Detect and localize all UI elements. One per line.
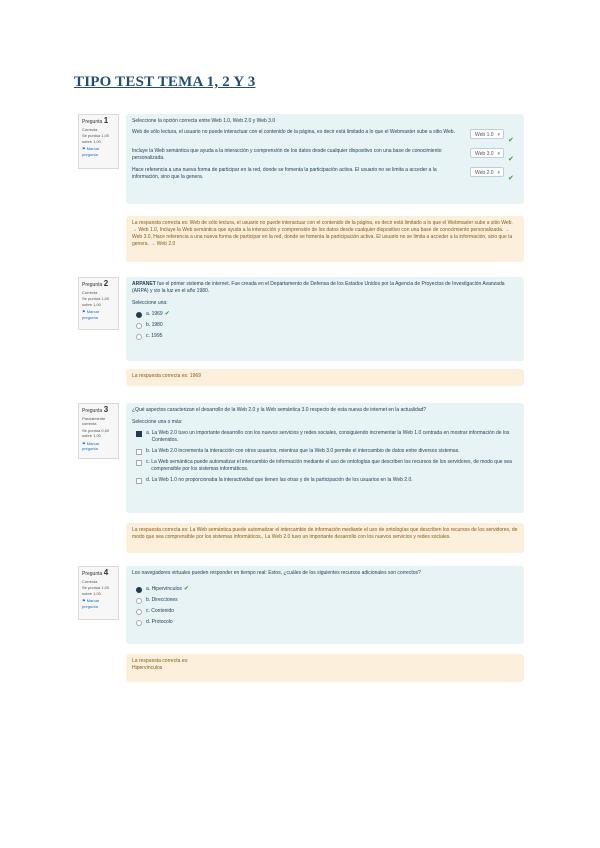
feedback-label: La respuesta correcta es: xyxy=(132,658,189,664)
question-text-2 xyxy=(126,277,524,361)
question-prompt: ARPANET fue el primer sistema de internet. Fue creada en el Departamento de Defensa de los Estados Unidos por la Agencia de Proyectos de Investigación Avanzada (ARPA) y vio la luz en el año 1980. xyxy=(132,281,505,294)
option-b[interactable]: b. La Web 2.0 incrementa la interacción con otros usuarios, mientras que la Web 3.0 permite el intercambio de datos entre diversos sistemas. xyxy=(132,448,518,455)
radio-button[interactable] xyxy=(136,323,142,329)
question-score: Se puntúa 1,00 sobre 1,00 xyxy=(82,296,110,307)
question-status: Correcta xyxy=(82,126,98,132)
option-a[interactable]: a. Hipervínculos ✔ xyxy=(132,586,518,593)
question-status: Correcta xyxy=(82,578,98,584)
feedback-box-3: La respuesta correcta es: La Web semántica puede automatizar el intercambio de información mediante el uso de ontologías que describen los recursos de los servidores, de modo que sea comprensible por los sistemas informáticos., La Web 2.0 tuvo un importante desarrollo con los nuevos servicios y redes sociales. xyxy=(126,523,524,553)
option-d[interactable]: d. Protocolo xyxy=(132,619,518,626)
question-text-1 xyxy=(126,114,524,204)
chevron-down-icon: ▾ xyxy=(497,170,500,176)
question-info-2 xyxy=(78,277,119,330)
match-row: Incluye la Web semántica que ayuda a la interacción y comprensión de los datos desde cualquier dispositivo con una base de conocimiento personalizada. Web 3.0 ▾ ✔ xyxy=(132,148,518,163)
checkbox[interactable] xyxy=(136,460,142,466)
flag-question-link[interactable]: ⚑ Marcar pregunta xyxy=(82,146,100,157)
question-prompt: Seleccione la opción correcta entre Web 1.0, Web 2.0 y Web 3.0 xyxy=(132,118,276,124)
feedback-box-2: La respuesta correcta es: 1969 xyxy=(126,369,524,386)
question-score: Se puntúa 0,50 sobre 1,00 xyxy=(82,427,110,438)
question-number: Pregunta 2 xyxy=(82,279,109,288)
flag-question-link[interactable]: ⚑ Marcar pregunta xyxy=(82,598,100,609)
question-info-1 xyxy=(78,114,119,169)
question-score: Se puntúa 1,00 sobre 1,00 xyxy=(82,133,110,144)
question-text-4 xyxy=(126,566,524,644)
question-prompt: Los navegadores virtuales pueden responder en tiempo real: Estos, ¿cuáles de los siguientes recursos adicionales son correctos? xyxy=(132,570,421,576)
question-prompt: ¿Qué aspectos caracterizan el desarrollo de la Web 2.0 y la Web semántica 3.0 respecto de esta nueva de internet en la actualidad? xyxy=(132,407,427,413)
question-number: Pregunta 4 xyxy=(82,568,109,577)
question-score: Se puntúa 1,00 sobre 1,00 xyxy=(82,585,110,596)
radio-button[interactable] xyxy=(136,620,142,626)
option-a[interactable]: a. 1969 ✔ xyxy=(132,311,518,318)
radio-button[interactable] xyxy=(136,312,142,318)
question-info-4 xyxy=(78,566,119,620)
question-number: Pregunta 1 xyxy=(82,116,109,125)
check-icon: ✔ xyxy=(164,311,170,317)
checkbox[interactable] xyxy=(136,478,142,484)
check-icon: ✔ xyxy=(508,137,514,144)
feedback-box-1: La respuesta correcta es: Web de sólo lectura, el usuario no puede interactuar con el contenido de la página, es decir está limitado a lo que el Webmaster sube a sitio Web. → Web 1.0, Incluye la Web semántica que ayuda a la interacción y comprensión de los datos desde cualquier dispositivo con una base de conocimiento personalizada. → Web 3.0, Hace referencia a una nueva forma de participar en la red, donde se fomenta la participación activa. El usuario no se limita a acceder a la información, sino que la genera. → Web 2.0 xyxy=(126,216,524,262)
match-row: Web de sólo lectura, el usuario no puede interactuar con el contenido de la página, es decir está limitado a lo que el Webmaster sube a sitio Web. Web 1.0 ▾ ✔ xyxy=(132,129,518,144)
option-c[interactable]: c. La Web semántica puede automatizar el intercambio de información mediante el uso de ontologías que describen los recursos de los servidores, de modo que sea comprensible por los sistemas informáticos. xyxy=(132,459,518,473)
radio-button[interactable] xyxy=(136,609,142,615)
feedback-answer: Hipervínculos xyxy=(132,665,163,671)
chevron-down-icon: ▾ xyxy=(497,151,500,157)
match-select[interactable]: Web 3.0 ▾ xyxy=(470,148,504,158)
match-row: Hace referencia a una nueva forma de participar en la red, donde se fomenta la participación activa. El usuario no se limita a acceder a la información, sino que la genera. Web 2.0 ▾ ✔ xyxy=(132,167,518,182)
flag-question-link[interactable]: ⚑ Marcar pregunta xyxy=(82,440,100,451)
radio-button[interactable] xyxy=(136,587,142,593)
chevron-down-icon: ▾ xyxy=(497,132,500,138)
question-number: Pregunta 3 xyxy=(82,405,109,414)
question-text-3 xyxy=(126,403,524,513)
option-b[interactable]: b. Direcciones xyxy=(132,597,518,604)
radio-button[interactable] xyxy=(136,334,142,340)
question-status: Parcialmente correcta xyxy=(82,415,106,426)
document-title: TIPO TEST TEMA 1, 2 Y 3 xyxy=(74,74,256,90)
radio-button[interactable] xyxy=(136,598,142,604)
option-b[interactable]: b. 1980 xyxy=(132,322,518,329)
flag-icon: ⚑ xyxy=(82,440,87,446)
option-c[interactable]: c. 1995 xyxy=(132,333,518,340)
check-icon: ✔ xyxy=(508,175,514,182)
option-d[interactable]: d. La Web 1.0 no proporcionaba la interactividad que tienen las otras y de la participación de los usuarios en la Web 2.0. xyxy=(132,477,518,484)
option-c[interactable]: c. Contenido xyxy=(132,608,518,615)
question-status: Correcta xyxy=(82,289,98,295)
flag-icon: ⚑ xyxy=(82,146,87,151)
feedback-box-4 xyxy=(126,654,524,682)
match-select[interactable]: Web 1.0 ▾ xyxy=(470,129,504,139)
select-label: Seleccione una: xyxy=(132,300,168,306)
flag-question-link[interactable]: ⚑ Marcar pregunta xyxy=(82,309,100,320)
check-icon: ✔ xyxy=(183,586,189,592)
checkbox[interactable] xyxy=(136,449,142,455)
option-a[interactable]: a. La Web 2.0 tuvo un importante desarrollo con los nuevos servicios y redes sociales, consiguiendo incrementar la Web 1.0 centrada en mostrar información de los Contenidos. xyxy=(132,430,518,444)
checkbox[interactable] xyxy=(136,431,142,437)
question-info-3 xyxy=(78,403,119,459)
flag-icon: ⚑ xyxy=(82,598,87,603)
match-select[interactable]: Web 2.0 ▾ xyxy=(470,167,504,177)
flag-icon: ⚑ xyxy=(82,309,87,314)
select-label: Seleccione una o más: xyxy=(132,419,183,425)
check-icon: ✔ xyxy=(508,156,514,163)
